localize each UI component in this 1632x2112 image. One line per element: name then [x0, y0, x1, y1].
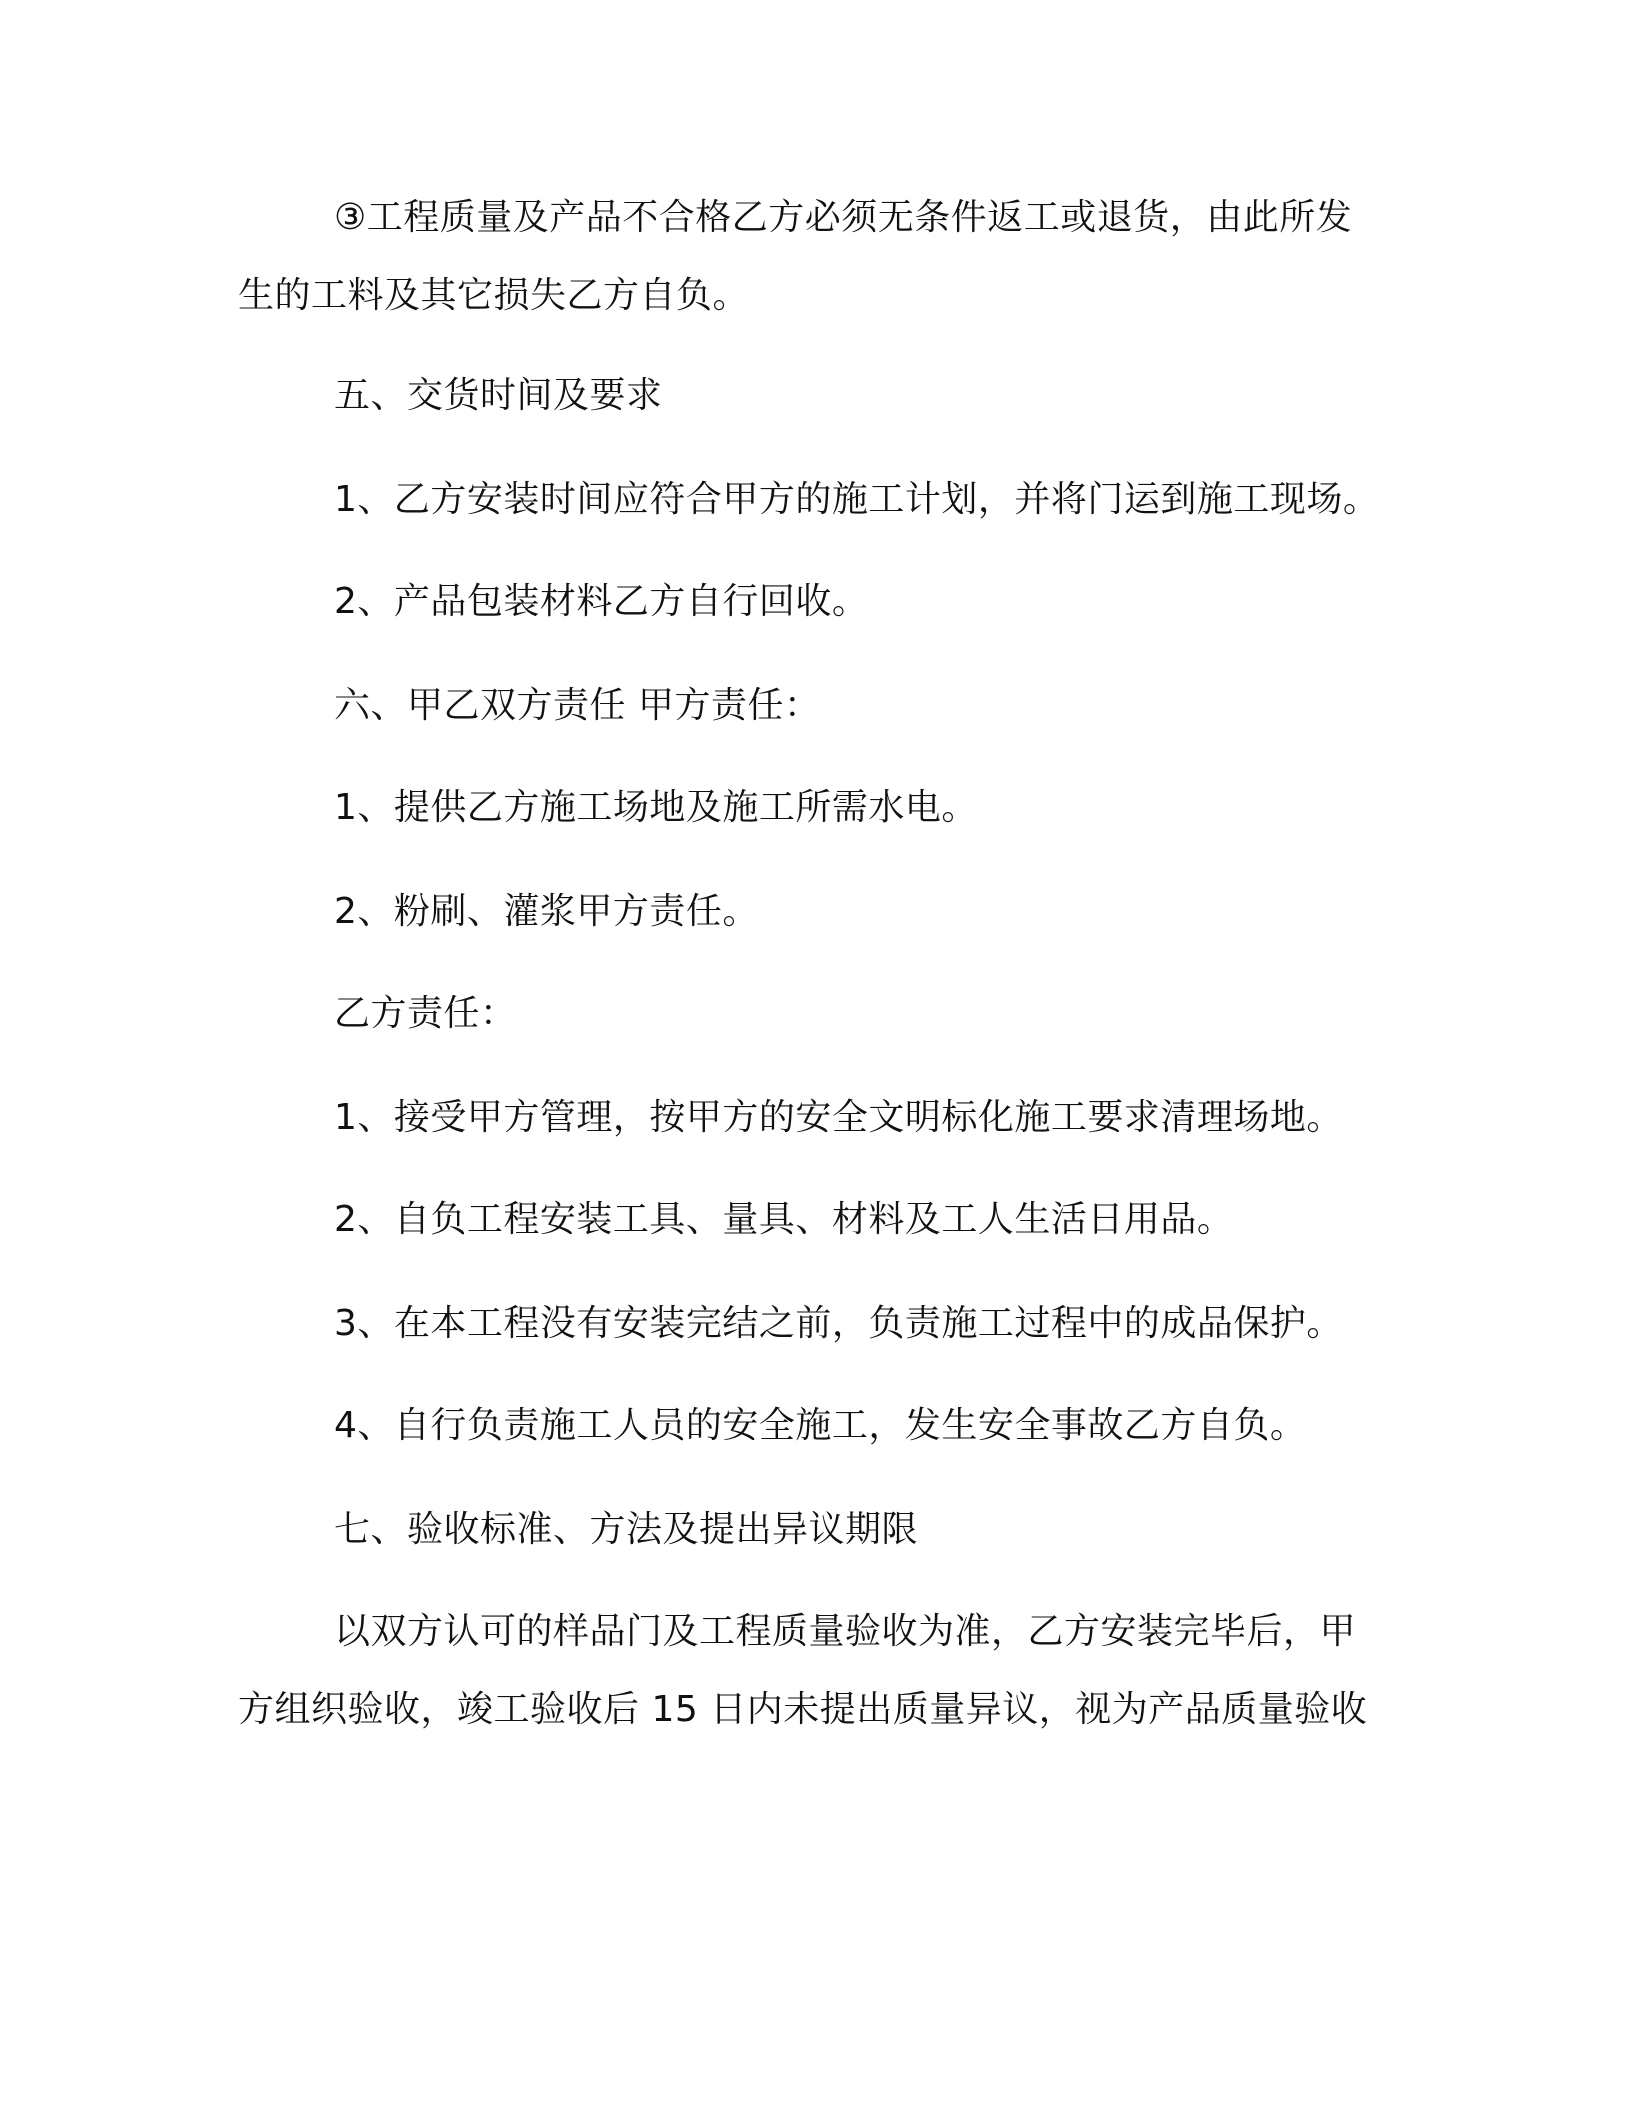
- section-heading: 六、甲乙双方责任 甲方责任：: [334, 685, 821, 726]
- list-item: 2、粉刷、灌浆甲方责任。: [334, 891, 759, 932]
- paragraph-line: 以双方认可的样品门及工程质量验收为准，乙方安装完毕后，甲: [334, 1611, 1357, 1652]
- list-item: 1、提供乙方施工场地及施工所需水电。: [334, 787, 978, 828]
- subsection-heading: 乙方责任：: [334, 993, 517, 1034]
- list-item: 3、在本工程没有安装完结之前，负责施工过程中的成品保护。: [334, 1303, 1343, 1344]
- list-item: 1、接受甲方管理，按甲方的安全文明标化施工要求清理场地。: [334, 1097, 1343, 1138]
- paragraph-line: ③工程质量及产品不合格乙方必须无条件返工或退货，由此所发: [334, 197, 1353, 238]
- list-item: 4、自行负责施工人员的安全施工，发生安全事故乙方自负。: [334, 1405, 1307, 1446]
- paragraph-line: 方组织验收，竣工验收后 15 日内未提出质量异议，视为产品质量验收: [238, 1689, 1368, 1730]
- section-heading: 七、验收标准、方法及提出异议期限: [334, 1509, 919, 1550]
- list-item: 2、自负工程安装工具、量具、材料及工人生活日用品。: [334, 1199, 1234, 1240]
- list-item: 1、乙方安装时间应符合甲方的施工计划，并将门运到施工现场。: [334, 479, 1380, 520]
- section-heading: 五、交货时间及要求: [334, 375, 663, 416]
- paragraph-line: 生的工料及其它损失乙方自负。: [238, 275, 750, 316]
- list-item: 2、产品包装材料乙方自行回收。: [334, 581, 869, 622]
